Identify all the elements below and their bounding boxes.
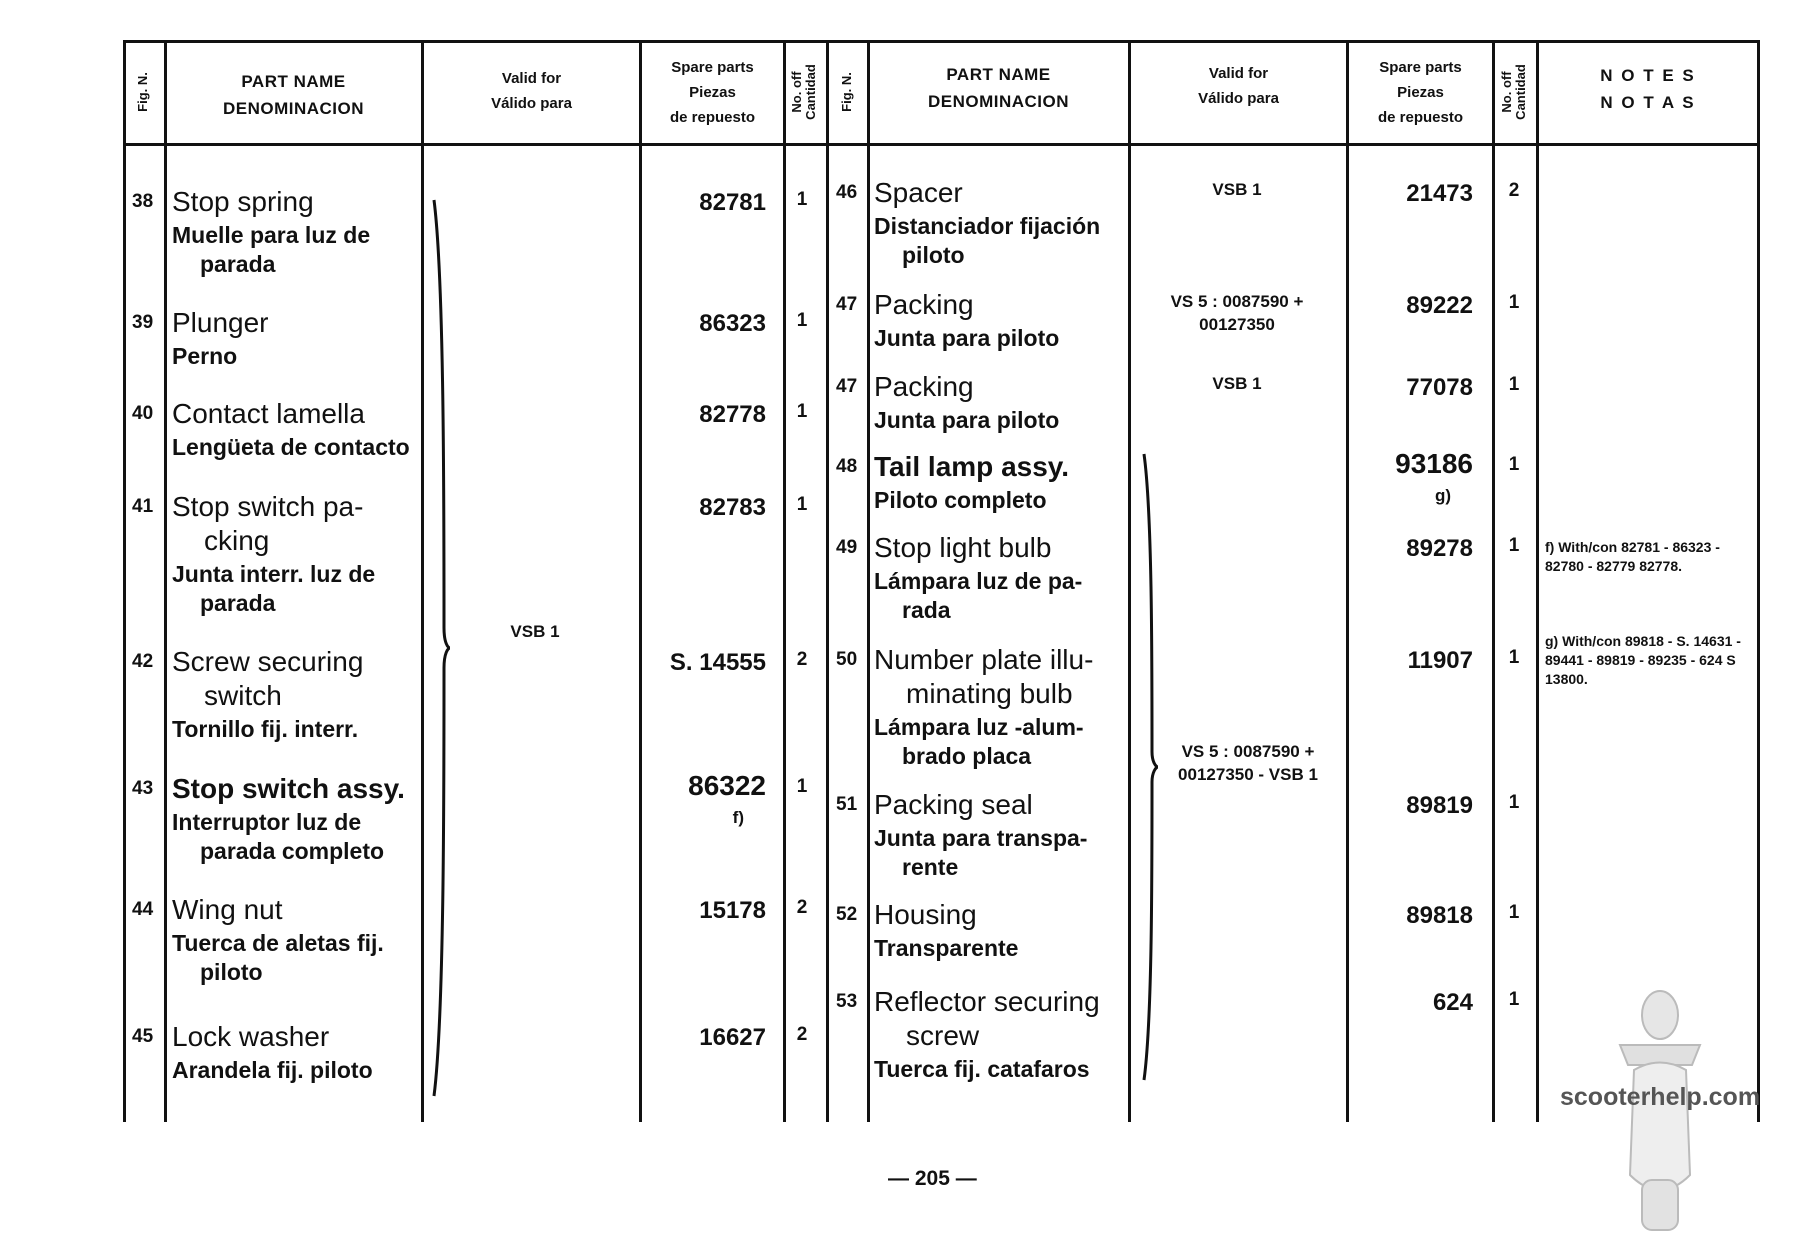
- spare-part-number: S. 14555: [669, 649, 766, 676]
- part-name-es: Junta interr. luz de: [172, 561, 376, 587]
- qty-header: No. off Cantidad: [1499, 64, 1528, 120]
- fig-number: 46: [836, 182, 858, 203]
- quantity: 2: [796, 649, 808, 670]
- quantity: 1: [1508, 902, 1520, 923]
- quantity: 1: [1508, 374, 1520, 395]
- note-f: f) With/con 82781 - 86323 - 82780 - 82779 82778.: [1545, 539, 1720, 574]
- spare-part-number: 82783: [699, 494, 766, 521]
- spare-part-number: 82778: [699, 401, 766, 428]
- fig-number: 41: [132, 496, 154, 517]
- fig-number: 43: [132, 778, 154, 799]
- spare-part-number: 82781: [699, 189, 766, 216]
- part-name-en: Stop switch assy.: [172, 773, 405, 804]
- spare-part-number: 89818: [1406, 902, 1473, 929]
- part-name-es: parada: [200, 590, 276, 616]
- quantity: 1: [1508, 535, 1520, 556]
- part-name-es: Junta para piloto: [874, 407, 1060, 433]
- part-name-es: piloto: [902, 242, 965, 268]
- fig-number: 49: [836, 537, 858, 558]
- part-name-es: rente: [902, 854, 959, 880]
- spare-part-number: 624: [1432, 989, 1473, 1016]
- part-name-es: Tuerca de aletas fij.: [172, 930, 384, 956]
- part-name-es: parada completo: [200, 838, 385, 864]
- spare-part-number: 21473: [1406, 180, 1473, 207]
- quantity: 1: [796, 189, 808, 210]
- right-group-valid-for: VS 5 : 0087590 + 00127350 - VSB 1: [1178, 742, 1318, 784]
- quantity: 1: [796, 776, 808, 797]
- part-name-en: Number plate illu-: [874, 644, 1094, 675]
- part-name-en: Stop switch pa-: [172, 491, 364, 522]
- col-border: [164, 40, 167, 1122]
- valid-for-header: Valid for Válido para: [1198, 65, 1279, 107]
- part-name-en: Reflector securing: [874, 986, 1100, 1017]
- col-border: [826, 40, 829, 1122]
- spare-part-number: 89819: [1406, 792, 1473, 819]
- fig-number: 38: [132, 191, 154, 212]
- valid-for: VSB 1: [1212, 180, 1262, 199]
- quantity: 2: [796, 1024, 808, 1045]
- col-border: [1492, 40, 1495, 1122]
- part-name-es: parada: [200, 251, 276, 277]
- part-name-es: Interruptor luz de: [172, 809, 362, 835]
- valid-for-header: Valid for Válido para: [491, 70, 572, 112]
- fig-header: Fig. N.: [839, 72, 854, 112]
- part-name-es: rada: [902, 597, 951, 623]
- part-name-es: Piloto completo: [874, 487, 1047, 513]
- fig-number: 52: [836, 904, 858, 925]
- col-border: [421, 40, 424, 1122]
- quantity: 1: [1508, 989, 1520, 1010]
- part-name-es: Transparente: [874, 935, 1019, 961]
- left-valid-for: VSB 1: [510, 622, 560, 641]
- part-name-es: Lámpara luz de pa-: [874, 568, 1083, 594]
- fig-header: Fig. N.: [135, 72, 150, 112]
- part-name-en: Plunger: [172, 307, 269, 338]
- quantity: 2: [1508, 180, 1520, 201]
- note-g: g) With/con 89818 - S. 14631 - 89441 - 89819 - 89235 - 624 S 13800.: [1545, 633, 1741, 687]
- part-name-en: Housing: [874, 899, 977, 930]
- fig-number: 39: [132, 312, 154, 333]
- part-name-es: Junta para piloto: [874, 325, 1060, 351]
- part-name-en: Packing: [874, 289, 974, 320]
- fig-number: 51: [836, 794, 858, 815]
- spare-part-number: 93186: [1395, 448, 1473, 479]
- part-name-header: PART NAME DENOMINACION: [222, 72, 365, 118]
- spare-part-number: 89278: [1406, 535, 1473, 562]
- valid-for: VS 5 : 0087590 + 00127350: [1170, 292, 1304, 334]
- part-name-es: piloto: [200, 959, 263, 985]
- quantity: 1: [1508, 454, 1520, 475]
- part-name-es: Lengüeta de contacto: [172, 434, 410, 460]
- part-name-es: Muelle para luz de: [172, 222, 371, 248]
- part-name-en: Contact lamella: [172, 398, 365, 429]
- fig-number: 48: [836, 456, 858, 477]
- left-valid-brace: [430, 198, 452, 1098]
- quantity: 2: [796, 897, 808, 918]
- part-name-en: Stop spring: [172, 186, 314, 217]
- spare-part-number: 16627: [699, 1024, 766, 1051]
- part-name-header: PART NAME DENOMINACION: [927, 65, 1070, 111]
- part-name-es: Tornillo fij. interr.: [172, 716, 359, 742]
- fig-number: 47: [836, 376, 858, 397]
- right-valid-brace: [1138, 452, 1160, 1082]
- spare-part-number: 77078: [1406, 374, 1473, 401]
- quantity: 1: [796, 494, 808, 515]
- qty-header: No. off Cantidad: [789, 64, 818, 120]
- part-name-en: Tail lamp assy.: [874, 451, 1070, 482]
- footnote-ref: g): [1434, 486, 1451, 505]
- quantity: 1: [1508, 647, 1520, 668]
- part-name-en: Lock washer: [172, 1021, 330, 1052]
- spare-parts-header: Spare parts Piezas de repuesto: [669, 59, 756, 126]
- quantity: 1: [796, 310, 808, 331]
- part-name-en: Packing: [874, 371, 974, 402]
- quantity: 1: [796, 401, 808, 422]
- col-border: [1536, 40, 1539, 1122]
- part-name-en: Packing seal: [874, 789, 1033, 820]
- fig-number: 40: [132, 403, 154, 424]
- part-name-en: Spacer: [874, 177, 963, 208]
- fig-number: 47: [836, 294, 858, 315]
- notes-header: N O T E S N O T A S: [1600, 66, 1696, 112]
- quantity: 1: [1508, 792, 1520, 813]
- table-top-border: [123, 40, 1759, 43]
- part-name-en: minating bulb: [906, 678, 1073, 709]
- spare-part-number: 89222: [1406, 292, 1473, 319]
- quantity: 1: [1508, 292, 1520, 313]
- part-name-en: Wing nut: [172, 894, 283, 925]
- page-number: — 205 —: [888, 1167, 977, 1190]
- part-name-es: Lámpara luz -alum-: [874, 714, 1084, 740]
- watermark-text: scooterhelp.com: [1560, 1083, 1761, 1111]
- spare-part-number: 86323: [699, 310, 766, 337]
- part-name-es: Distanciador fijación: [874, 213, 1101, 239]
- col-border: [123, 40, 126, 1122]
- part-name-en: screw: [906, 1020, 980, 1051]
- fig-number: 45: [132, 1026, 154, 1047]
- header-bottom-border: [123, 143, 1759, 146]
- col-border: [1128, 40, 1131, 1122]
- footnote-ref: f): [732, 808, 744, 827]
- col-border: [867, 40, 870, 1122]
- fig-number: 42: [132, 651, 154, 672]
- fig-number: 53: [836, 991, 858, 1012]
- part-name-en: cking: [204, 525, 270, 556]
- valid-for: VSB 1: [1212, 374, 1262, 393]
- spare-part-number: 11907: [1407, 647, 1473, 674]
- part-name-es: Perno: [172, 343, 238, 369]
- part-name-es: Tuerca fij. catafaros: [874, 1056, 1090, 1082]
- part-name-en: switch: [204, 680, 282, 711]
- part-name-en: Stop light bulb: [874, 532, 1052, 563]
- part-name-en: Screw securing: [172, 646, 364, 677]
- part-name-es: brado placa: [902, 743, 1032, 769]
- part-name-es: Arandela fij. piloto: [172, 1057, 373, 1083]
- fig-number: 50: [836, 649, 858, 670]
- col-border: [1757, 40, 1760, 1122]
- spare-parts-header: Spare parts Piezas de repuesto: [1377, 59, 1464, 126]
- fig-number: 44: [132, 899, 154, 920]
- part-name-es: Junta para transpa-: [874, 825, 1088, 851]
- spare-part-number: 15178: [699, 897, 766, 924]
- spare-part-number: 86322: [688, 770, 766, 801]
